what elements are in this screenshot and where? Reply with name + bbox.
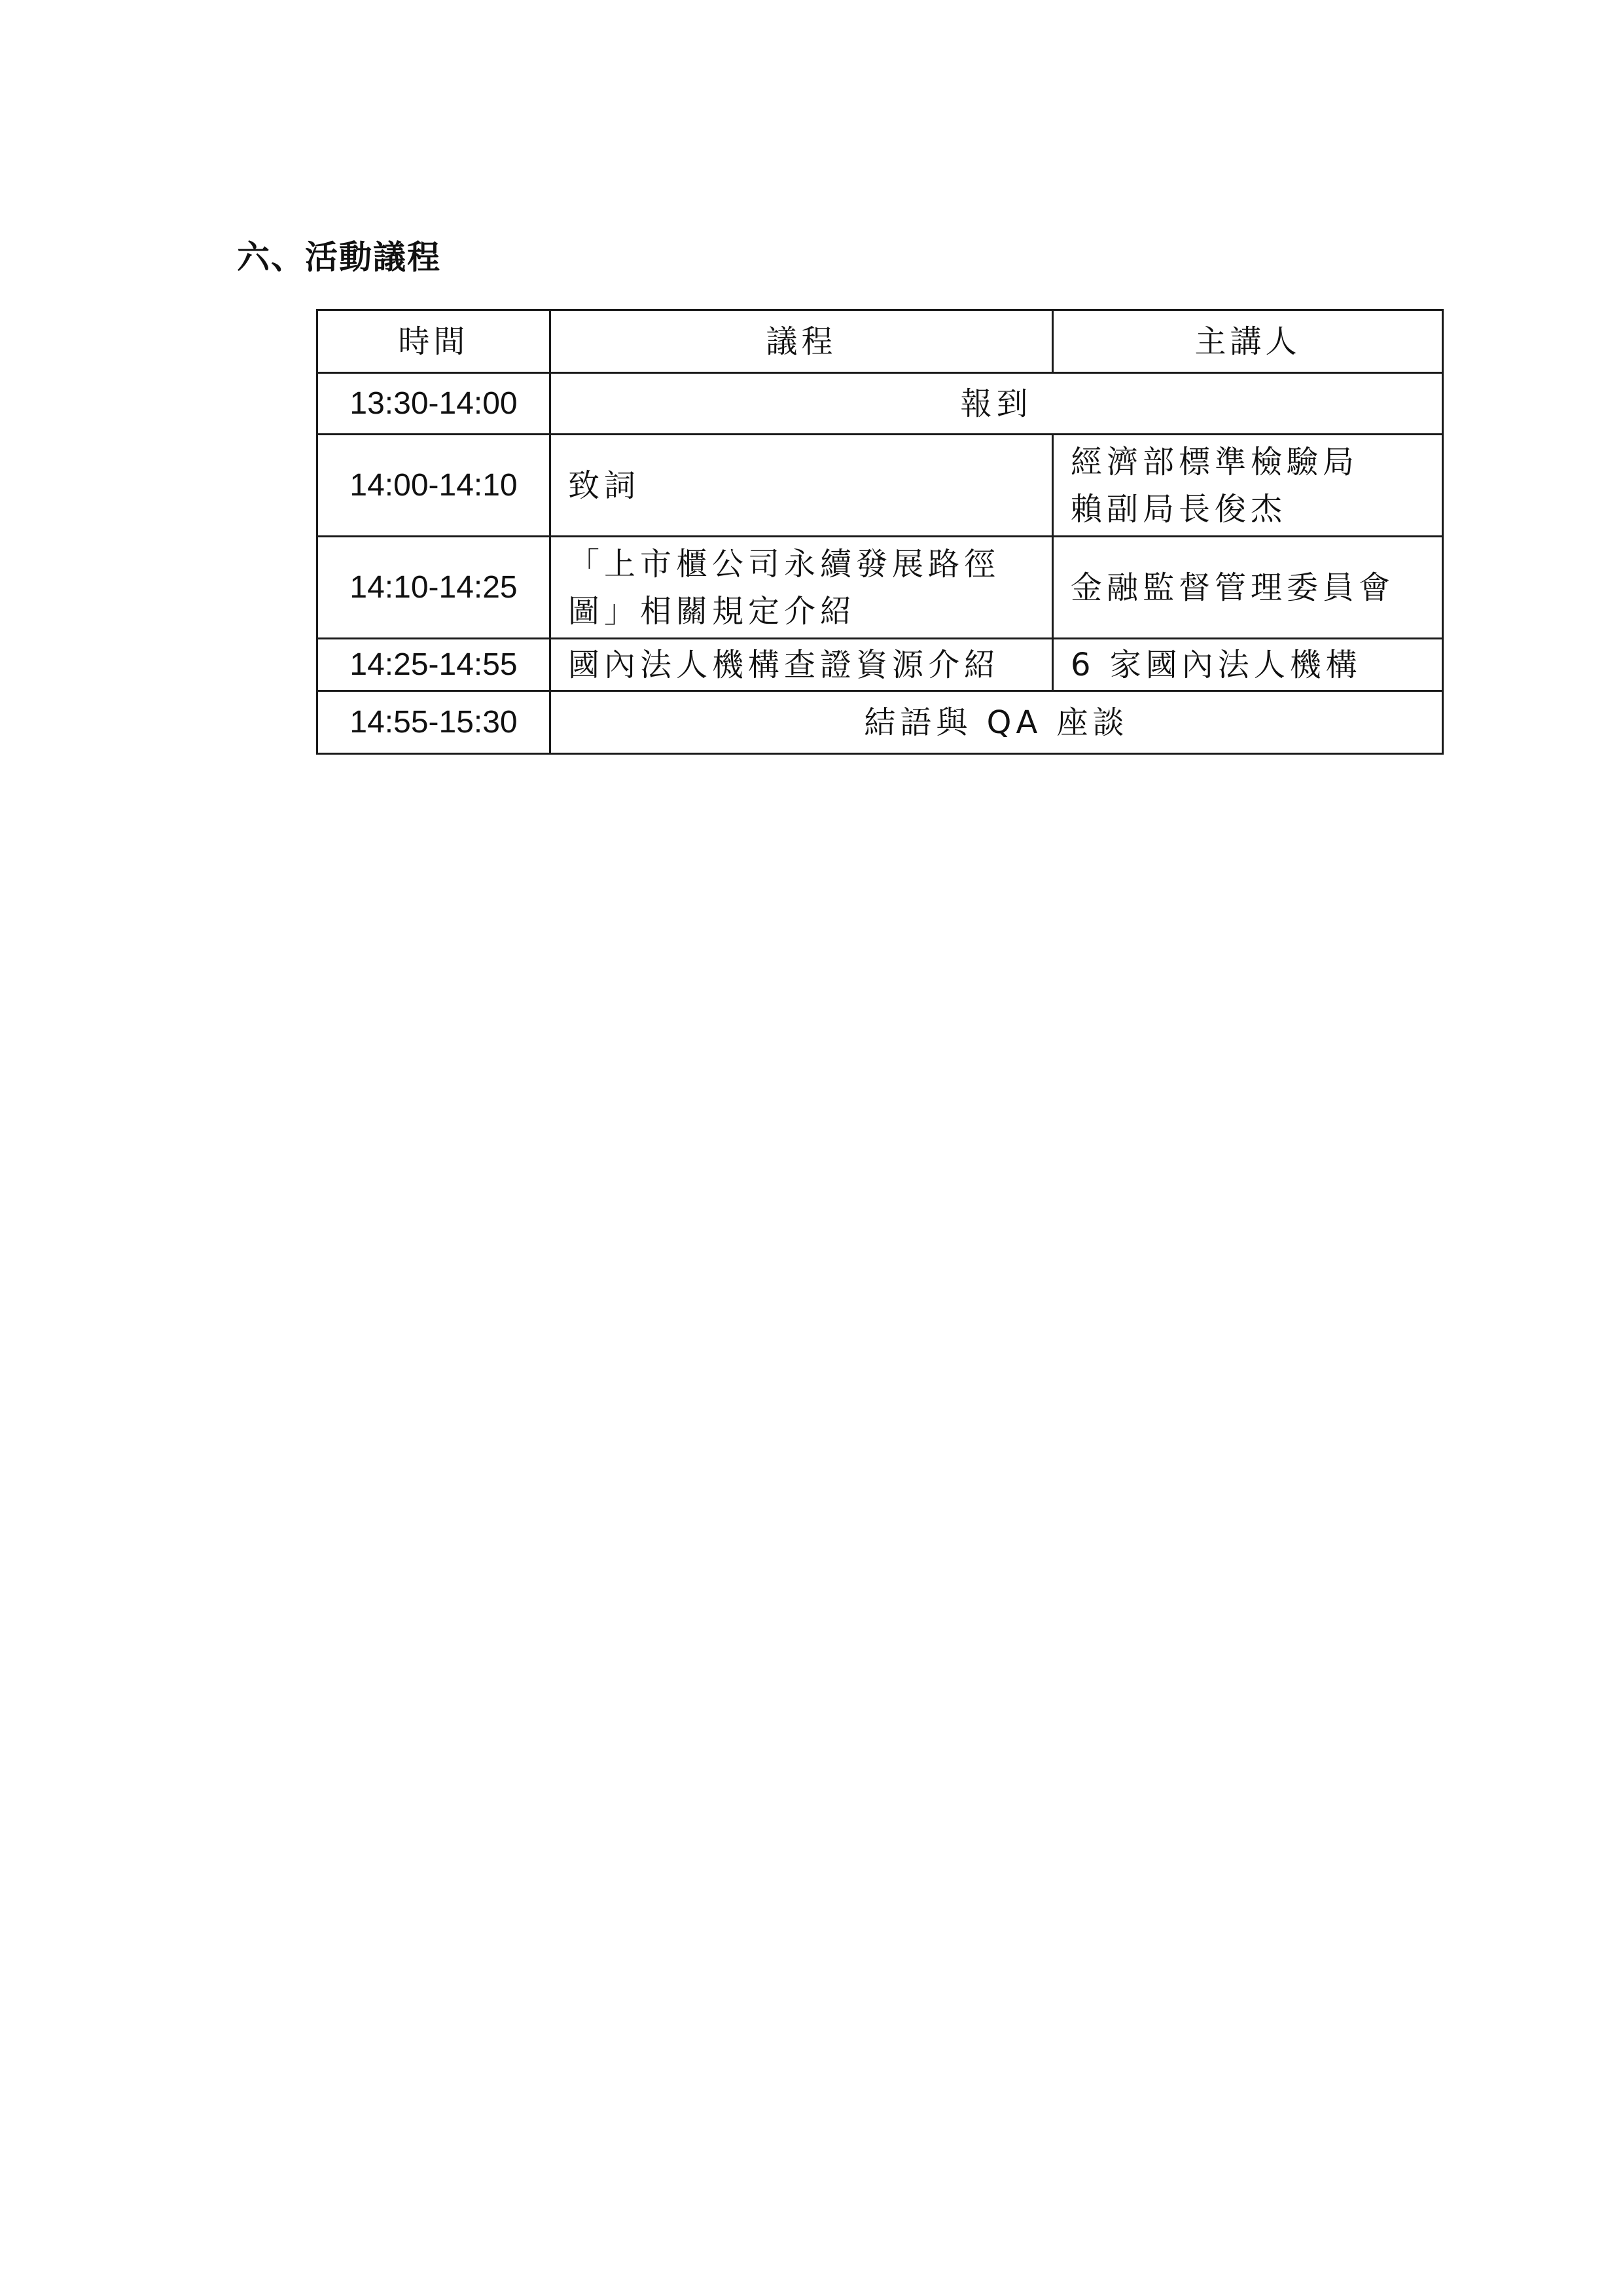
row-speaker [1053, 435, 1443, 537]
row-time: 13:30-14:00 [317, 373, 550, 435]
table-row [317, 435, 1443, 537]
row-time: 14:55-15:30 [317, 691, 550, 754]
row-speaker: 6 家國內法人機構 [1053, 639, 1443, 691]
row-topic-merged: 結語與 QA 座談 [550, 691, 1443, 754]
row-time: 14:00-14:10 [317, 435, 550, 537]
header-time: 時間 [317, 310, 550, 373]
agenda-table [316, 309, 1444, 755]
row-topic: 國內法人機構查證資源介紹 [550, 639, 1053, 691]
table-row [317, 691, 1443, 754]
table-row [317, 373, 1443, 435]
row-topic-merged: 報到 [550, 373, 1443, 435]
speaker-line: 經濟部標準檢驗局 [1071, 443, 1359, 480]
row-time: 14:10-14:25 [317, 537, 550, 639]
row-speaker: 金融監督管理委員會 [1053, 537, 1443, 639]
header-speaker: 主講人 [1053, 310, 1443, 373]
section-heading: 六、活動議程 [237, 238, 441, 276]
speaker-line: 賴副局長俊杰 [1071, 490, 1287, 528]
table-row [317, 537, 1443, 639]
row-topic: 致詞 [550, 435, 1053, 537]
table-header-row [317, 310, 1443, 373]
table-row [317, 639, 1443, 691]
header-topic: 議程 [550, 310, 1053, 373]
row-time: 14:25-14:55 [317, 639, 550, 691]
row-topic [550, 537, 1053, 639]
topic-line: 「上市櫃公司永續發展路徑 [568, 545, 1001, 583]
topic-line: 圖」相關規定介紹 [568, 592, 857, 630]
